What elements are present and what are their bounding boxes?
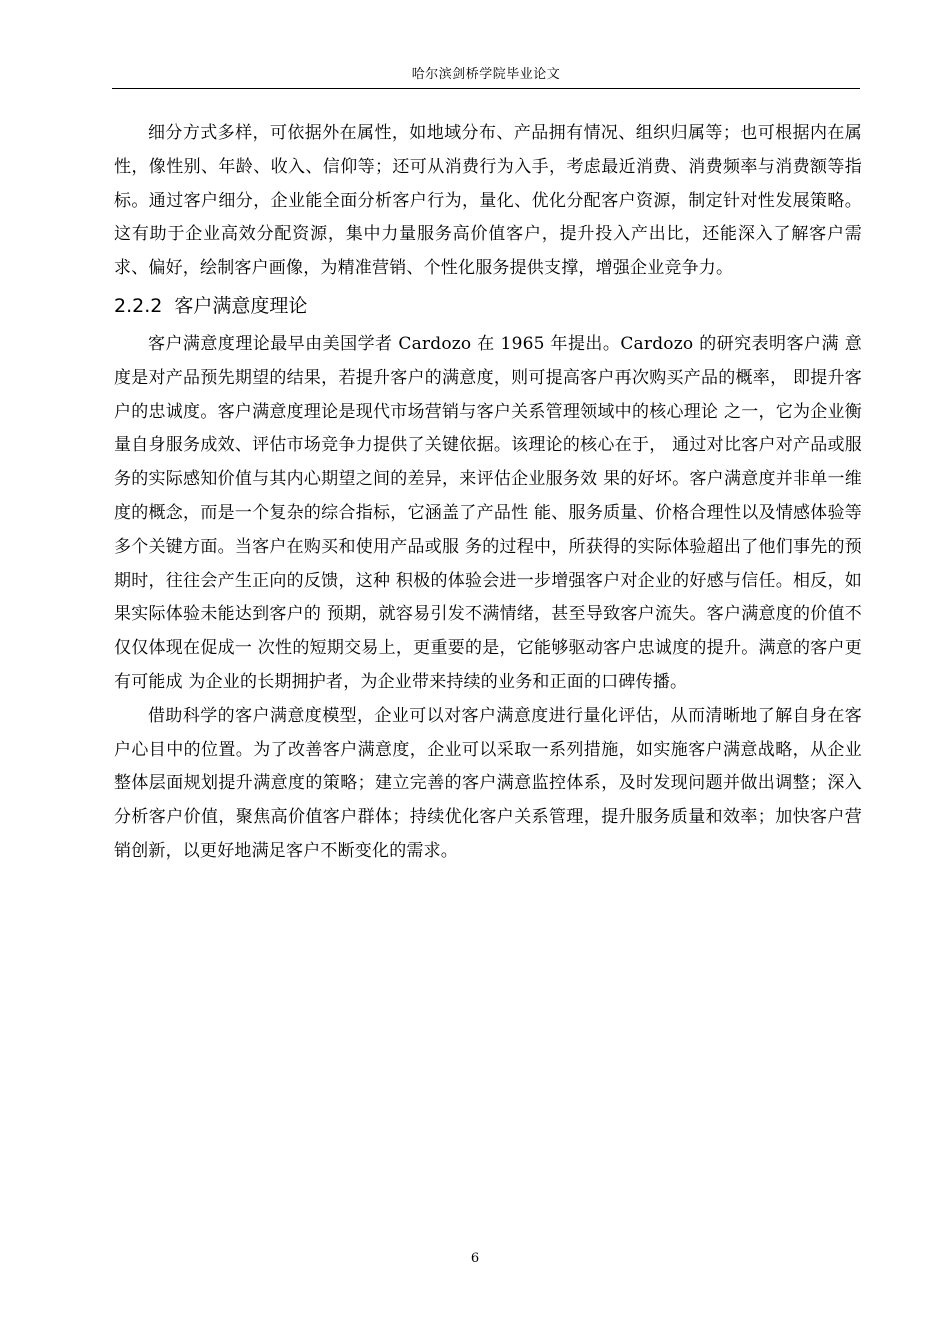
paragraph-segmentation: 细分方式多样，可依据外在属性，如地域分布、产品拥有情况、组织归属等；也可根据内在属性，像性别、年龄、收入、信仰等；还可从消费行为入手，考虑最近消费、消费频率与消费额等指标。通过客户细分，企业能全面分析客户行为，量化、优化分配客户资源，制定针对性发展策略。这有助于企业高效分配资源，集中力量服务高价值客户，提升投入产出比，还能深入了解客户需求、偏好，绘制客户画像，为精准营销、个性化服务提供支撑，增强企业竞争力。 bbox=[114, 123, 862, 279]
paragraph-satisfaction-model: 借助科学的客户满意度模型，企业可以对客户满意度进行量化评估，从而清晰地了解自身在客户心目中的位置。为了改善客户满意度，企业可以采取一系列措施，如实施客户满意战略，从企业整体层面规划提升满意度的策略；建立完善的客户满意监控体系，及时发现问题并做出调整；深入分析客户价值，聚焦高价值客户群体；持续优化客户关系管理，提升服务质量和效率；加快客户营销创新，以更好地满足客户不断变化的需求。 bbox=[114, 705, 862, 861]
header-divider bbox=[112, 88, 860, 89]
page-header: 哈尔滨剑桥学院毕业论文 bbox=[411, 67, 561, 82]
page-number: 6 bbox=[470, 1251, 480, 1266]
section-title: 客户满意度理论 bbox=[174, 294, 308, 317]
section-number: 2.2.2 bbox=[114, 294, 163, 317]
paragraph-satisfaction-theory: 客户满意度理论最早由美国学者 Cardozo 在 1965 年提出。Cardozo 的研究表明客户满 意度是对产品预先期望的结果，若提升客户的满意度，则可提高客户再次购买产品的概率， 即提升客户的忠诚度。客户满意度理论是现代市场营销与客户关系管理领域中的核心理论 之一，它为企业衡量自身服务成效、评估市场竞争力提供了关键依据。该理论的核心在于， 通过对比客户对产品或服务的实际感知价值与其内心期望之间的差异，来评估企业服务效 果的好坏。客户满意度并非单一维度的概念，而是一个复杂的综合指标，它涵盖了产品性 能、服务质量、价格合理性以及情感体验等多个关键方面。当客户在购买和使用产品或服 务的过程中，所获得的实际体验超出了他们事先的预期时，往往会产生正向的反馈，这种 积极的体验会进一步增强客户对企业的好感与信任。相反，如果实际体验未能达到客户的 预期，就容易引发不满情绪，甚至导致客户流失。客户满意度的价值不仅仅体现在促成一 次性的短期交易上，更重要的是，它能够驱动客户忠诚度的提升。满意的客户更有可能成 为企业的长期拥护者，为企业带来持续的业务和正面的口碑传播。 bbox=[114, 333, 862, 692]
document-body bbox=[114, 117, 862, 869]
section-heading bbox=[114, 286, 862, 328]
